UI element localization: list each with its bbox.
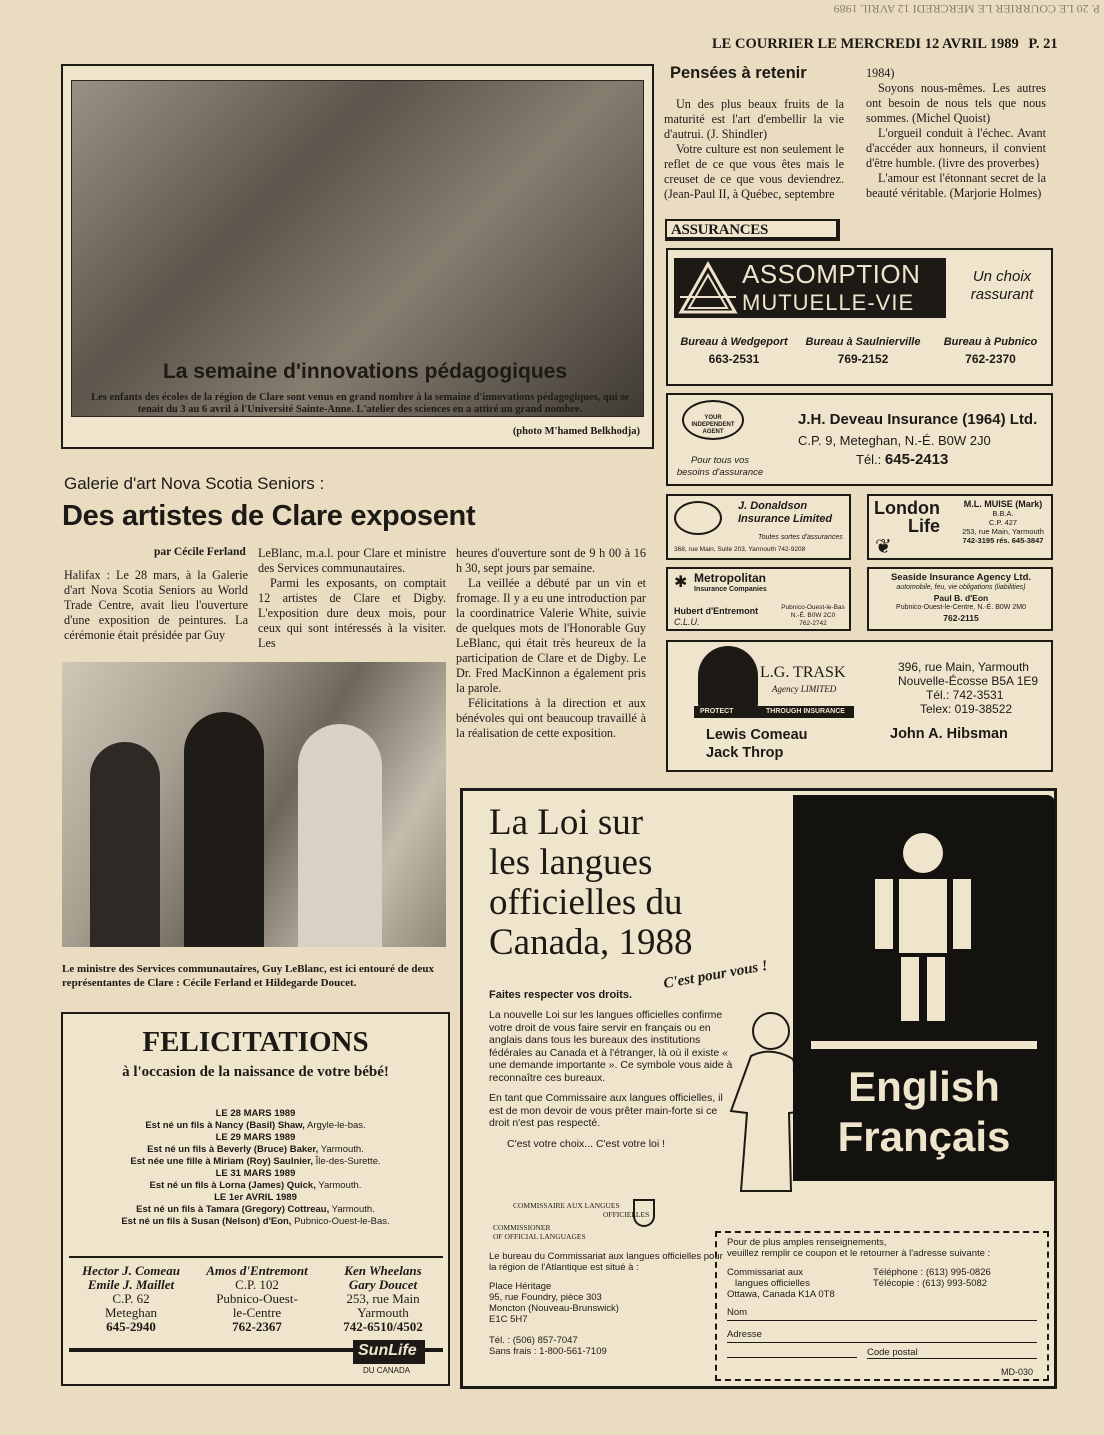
coupon-line: langues officielles <box>735 1278 810 1289</box>
london-life-logo <box>874 499 940 535</box>
comm-line: COMMISSAIRE AUX LANGUES <box>513 1201 620 1210</box>
assomption-logo <box>674 258 946 318</box>
seaside-phone: 762-2115 <box>943 613 979 623</box>
assurances-label-box <box>665 219 840 241</box>
office-label: Bureau à Pubnico <box>943 336 1038 348</box>
agent-line: 762-2367 <box>232 1319 282 1334</box>
office-pubnico <box>933 336 1048 366</box>
deveau-slogan <box>670 455 770 479</box>
pensees-title: Pensées à retenir <box>670 64 807 82</box>
loi-title <box>489 803 692 963</box>
masthead-date: LE COURRIER LE MERCREDI 12 AVRIL 1989 <box>712 36 1019 52</box>
logo-line: London <box>874 498 940 518</box>
addr-line: 95, rue Foundry, pièce 303 <box>489 1292 602 1303</box>
deveau-name: J.H. Deveau Insurance (1964) Ltd. <box>798 411 1038 428</box>
seaside-ad <box>867 567 1053 631</box>
banner-text: PROTECT <box>700 708 734 715</box>
coupon <box>715 1231 1049 1381</box>
assomption-triangle-icon <box>678 261 738 315</box>
trask-name: L.G. TRASK <box>760 664 846 681</box>
intro-line: Pour de plus amples renseignements, <box>727 1237 887 1248</box>
loi-paragraph: En tant que Commissaire aux langues officielles, il est de mon devoir de vous prêter main-forte si ce droit n'est pas respecté. <box>489 1092 723 1129</box>
loi-paragraph: La nouvelle Loi sur les langues officielles confirme votre droit de vous faire servir en français ou en anglais dans tous les bureaux des institutions fédérales au Canada et à l'étranger, là où il existe « une demande importante ». Ce symbole vous aide à reconnaître ces bureaux. <box>489 1009 733 1084</box>
code-postal-label: Code postal <box>867 1347 918 1358</box>
trask-banner <box>694 706 854 718</box>
agent-name: Lewis Comeau <box>706 727 808 743</box>
addr-line: Telex: 019-38522 <box>920 702 1013 716</box>
addr-line: N.-É. B0W 2C0 <box>790 612 836 619</box>
seaside-agent: Paul B. d'Eon <box>933 593 989 603</box>
canada-crest-icon <box>633 1199 655 1227</box>
nom-label: Nom <box>727 1307 748 1318</box>
office-phone: 663-2531 <box>708 352 760 366</box>
coupon-line: Ottawa, Canada K1A 0T8 <box>727 1289 835 1300</box>
article-paragraph: Halifax : Le 28 mars, à la Galerie d'art Nova Scotia Seniors au World Trade Centre, avait lieu l'ouverture d'une exposition de peintures. La cérémonie était présidée par Guy <box>64 568 248 642</box>
donaldson-name <box>738 500 832 526</box>
title-line: les langues <box>489 842 653 883</box>
independent-agent-logo <box>682 400 744 440</box>
office-phone: 769-2152 <box>837 352 889 366</box>
article-paragraph: Félicitations à la direction et aux bénévoles qui ont beaucoup travaillé à la réalisation de cette exposition. <box>456 696 646 740</box>
trask-sub: Agency LIMITED <box>772 684 837 694</box>
coupon-ref: MD-030 <box>1001 1367 1034 1377</box>
seaside-address: Pubnico-Ouest-le-Centre, N.-É. B0W 2M0 <box>896 604 1026 611</box>
birth-line: LE 29 MARS 1989 <box>215 1132 296 1143</box>
agent-line: Yarmouth <box>357 1305 409 1320</box>
divider <box>69 1256 443 1258</box>
galerie-photo <box>62 662 446 947</box>
title-line: La Loi sur <box>489 802 644 843</box>
agent-name: Hubert d'Entremont <box>674 606 759 616</box>
seaside-content <box>871 573 1051 623</box>
trask-address <box>898 660 1038 716</box>
coupon-phones <box>873 1267 991 1289</box>
office-wedgeport <box>674 336 794 366</box>
commissioner-block <box>493 1201 713 1241</box>
addr-line: 762-2742 <box>799 620 827 627</box>
birth-line: LE 31 MARS 1989 <box>215 1168 296 1179</box>
masthead <box>712 36 1058 53</box>
pensee-paragraph: L'orgueil conduit à l'échec. Avant d'accéder aux honneurs, il convient d'être humble. (livre des proverbes) <box>866 126 1046 170</box>
nom-field[interactable] <box>727 1307 1037 1321</box>
phone-label: Tél.: <box>856 452 882 467</box>
metropolitan-ad <box>666 567 851 631</box>
intro-line: veuillez remplir ce coupon et le retourner à l'adresse suivante : <box>727 1248 991 1259</box>
logo-line: Life <box>908 516 941 536</box>
pensee-paragraph: Votre culture est non seulement le reflet de ce que vous êtes mais le creuset de ce que vous deviendrez. (Jean-Paul II, à Québec, septembre <box>664 142 844 201</box>
galerie-col1 <box>64 568 248 643</box>
maple-leaf-icon: ❦ <box>875 536 892 558</box>
loi-respect: Faites respecter vos droits. <box>489 989 633 1001</box>
assomption-name2: MUTUELLE-VIE <box>742 290 915 315</box>
bilingual-sign <box>793 795 1055 1181</box>
deveau-phone-row <box>856 451 948 468</box>
pensees-col2 <box>866 66 1046 201</box>
slogan-line: Pour tous vos <box>690 455 750 466</box>
addr-line: Place Héritage <box>489 1281 552 1292</box>
agent-block-3 <box>321 1264 445 1334</box>
comm-line: OFFICIELLES <box>603 1210 650 1219</box>
agent-address: 253, rue Main, Yarmouth <box>962 527 1044 536</box>
trask-agents-left <box>706 726 808 762</box>
trask-agent-right: John A. Hibsman <box>890 726 1008 742</box>
donaldson-ad <box>666 494 851 560</box>
sign-francais: Français <box>837 1113 1011 1160</box>
deveau-ad <box>666 393 1053 486</box>
deveau-phone: 645-2413 <box>884 451 949 468</box>
sunlife-sub: DU CANADA <box>363 1366 411 1375</box>
birth-line: Est né un fils à Tamara (Gregory) Cottreau, Yarmouth. <box>136 1204 375 1215</box>
article-paragraph: Parmi les exposants, on comptait 12 artistes de Clare et Digby. L'exposition dure deux mois, pour ceux qui sont intéressés à la visiter. Les <box>258 576 446 650</box>
title-line: Canada, 1988 <box>489 922 693 963</box>
comm-line: COMMISSIONER <box>493 1223 551 1232</box>
addr-line: Tél. : (506) 857-7047 <box>489 1335 578 1346</box>
photo-caption: Les enfants des écoles de la région de Clare sont venus en grand nombre à la semaine d'innovations pédagogiques, qui se tenait du 3 au 6 avril à l'Université Sainte-Anne. L'atelier des sciences en a attiré un grand nombre. <box>91 392 629 415</box>
person-figure <box>298 724 382 947</box>
agent-title: C.L.U. <box>674 617 700 627</box>
loi-address <box>489 1251 729 1357</box>
slogan-line: besoins d'assurance <box>676 467 764 478</box>
loi-script: C'est pour vous ! <box>662 957 769 993</box>
assurances-label: ASSURANCES <box>671 222 769 238</box>
office-label: Bureau à Saulnierville <box>805 336 921 348</box>
agent-block-2 <box>195 1264 319 1334</box>
birth-line: Est né un fils à Susan (Nelson) d'Eon, Pubnico-Ouest-le-Bas. <box>121 1216 390 1227</box>
adresse-field[interactable] <box>727 1329 1037 1343</box>
metropolitan-address <box>776 604 850 628</box>
agent-line: C.P. 102 <box>235 1277 279 1292</box>
pensee-paragraph: Un des plus beaux fruits de la maturité est l'art d'embellir la vie d'autrui. (J. Shindler) <box>664 97 844 141</box>
photo-title: La semaine d'innovations pédagogiques <box>162 360 568 383</box>
birth-line: Est né un fils à Nancy (Basil) Shaw, Argyle-le-bas. <box>145 1120 366 1131</box>
coupon-line: Commissariat aux <box>727 1267 804 1278</box>
london-life-agent <box>953 500 1053 545</box>
agent-name: M.L. MUISE (Mark) <box>963 499 1043 509</box>
agent-box: C.P. 427 <box>988 518 1018 527</box>
agent-line: Ken Wheelans <box>344 1263 422 1278</box>
galerie-photo-caption: Le ministre des Services communautaires, Guy LeBlanc, est ici entouré de deux représentantes de Clare : Cécile Ferland et Hildegarde Doucet. <box>62 963 435 989</box>
galerie-headline: Des artistes de Clare exposent <box>62 500 476 532</box>
agent-phones: 742-3195 rés. 645-3847 <box>962 536 1044 545</box>
logo-line: Insurance Companies <box>694 586 767 593</box>
agent-line: Pubnico-Ouest- <box>216 1291 298 1306</box>
person-symbol-icon <box>863 823 983 1023</box>
agent-line: Amos d'Entremont <box>206 1263 308 1278</box>
addr-line: E1C 5H7 <box>489 1314 528 1325</box>
agent-line: 645-2940 <box>106 1319 156 1334</box>
page-number: P. 21 <box>1028 36 1058 52</box>
sunlife-text: SunLife <box>358 1342 417 1359</box>
addr-line: Nouvelle-Écosse B5A 1E9 <box>898 674 1039 688</box>
pensee-paragraph: L'amour est l'étonnant secret de la beauté véritable. (Marjorie Holmes) <box>866 171 1046 200</box>
donaldson-address: 368, rue Main, Suite 203, Yarmouth 742-9208 <box>674 546 806 553</box>
addr-line: Le bureau du Commissariat aux langues officielles pour la région de l'Atlantique est situé à : <box>489 1251 723 1273</box>
birth-list <box>63 1108 448 1228</box>
article-paragraph: heures d'ouverture sont de 9 h 00 à 16 h 30, sept jours par semaine. <box>456 546 646 575</box>
assomption-ad <box>666 248 1053 386</box>
agent-line: le-Centre <box>232 1305 282 1320</box>
seaside-types: automobile, feu, vie obligations (liabilities) <box>896 584 1026 591</box>
agent-line: C.P. 62 <box>112 1291 150 1306</box>
addr-line: Sans frais : 1-800-561-7109 <box>489 1346 607 1357</box>
birth-line: LE 1er AVRIL 1989 <box>214 1192 297 1203</box>
logo-line: Metropolitan <box>694 571 766 585</box>
independent-agent-logo <box>674 501 722 535</box>
birth-line: Est née une fille à Miriam (Roy) Saulnier, Île-des-Surette. <box>130 1156 381 1167</box>
agent-line: Emile J. Maillet <box>87 1277 175 1292</box>
name-line: J. Donaldson <box>738 500 808 512</box>
birth-line: Est né un fils à Beverly (Bruce) Baker, Yarmouth. <box>147 1144 364 1155</box>
sign-divider <box>811 1041 1037 1049</box>
article-paragraph: LeBlanc, m.a.l. pour Clare et ministre des Services communautaires. <box>258 546 446 575</box>
tagline-line: Un choix <box>972 268 1032 285</box>
loi-text <box>489 1009 733 1150</box>
office-phone: 762-2370 <box>965 352 1016 366</box>
metropolitan-agent <box>674 606 758 628</box>
galerie-col3 <box>456 546 646 741</box>
coupon-intro <box>727 1237 990 1259</box>
sign-english: English <box>848 1063 1000 1110</box>
pensee-paragraph: Soyons nous-mêmes. Les autres ont besoin de nous tels que nous sommes. (Michel Quoist) <box>866 81 1046 125</box>
galerie-col2 <box>258 546 446 651</box>
pensee-paragraph: 1984) <box>866 66 895 80</box>
birth-line: LE 28 MARS 1989 <box>215 1108 296 1119</box>
code-postal-field[interactable] <box>867 1347 1037 1359</box>
coupon-line: Télécopie : (613) 993-5082 <box>873 1278 988 1289</box>
name-line: Insurance Limited <box>738 513 833 525</box>
loi-ad <box>460 788 1057 1389</box>
addr-line: Moncton (Nouveau-Brunswick) <box>489 1303 619 1314</box>
deveau-address: C.P. 9, Meteghan, N.-É. B0W 2J0 <box>798 433 991 448</box>
office-saulnierville <box>798 336 928 366</box>
metropolitan-logo <box>694 573 767 595</box>
logo-text: YOUR INDEPENDENT AGENT <box>691 415 735 435</box>
agent-line: Meteghan <box>105 1305 157 1320</box>
assomption-name: ASSOMPTION <box>742 259 921 289</box>
agent-block-1 <box>69 1264 193 1334</box>
adresse-line-2[interactable] <box>727 1357 857 1358</box>
person-figure <box>184 712 264 947</box>
agent-name: Jack Throp <box>706 745 784 761</box>
comm-line: OF OFFICIAL LANGUAGES <box>493 1232 586 1241</box>
agent-line: 253, rue Main <box>346 1291 420 1306</box>
agent-line: Gary Doucet <box>348 1277 418 1292</box>
tagline-line: rassurant <box>970 286 1034 303</box>
felicitations-title: FELICITATIONS <box>142 1026 369 1058</box>
donaldson-slogan: Toutes sortes d'assurances <box>758 534 843 541</box>
coupon-address <box>727 1267 835 1300</box>
office-label: Bureau à Wedgeport <box>680 336 788 348</box>
title-line: officielles du <box>489 882 683 923</box>
agent-line: 742-6510/4502 <box>343 1319 423 1334</box>
birth-line: Est né un fils à Lorna (James) Quick, Yarmouth. <box>149 1180 362 1191</box>
upside-down-bleed-text: P. 20 LE COURRIER LE MERCREDI 12 AVRIL 1989 <box>833 2 1100 16</box>
felicitations-subtitle: à l'occasion de la naissance de votre bébé! <box>122 1064 389 1080</box>
trask-ad <box>666 640 1053 772</box>
seaside-name: Seaside Insurance Agency Ltd. <box>890 572 1032 583</box>
pensees-col1 <box>664 97 844 202</box>
loi-paragraph: C'est votre choix... C'est votre loi ! <box>507 1137 666 1150</box>
agent-title: B.B.A. <box>992 509 1014 518</box>
photo-credit: (photo M'hamed Belkhodja) <box>512 426 640 437</box>
article-paragraph: La veillée a débuté par un vin et fromage. Il y a eu une introduction par la coordinatrice Valerie White, suivie de quelques mots de l'Honorable Guy LeBlanc, qui était très heureux de la participation de Clare et de Digby. Le Dr. Fred MacKinnon a également pris la parole. <box>456 576 646 695</box>
galerie-byline: par Cécile Ferland <box>154 546 246 558</box>
metropolitan-star-icon: ✱ <box>674 574 688 591</box>
felicitations-ad <box>61 1012 450 1386</box>
galerie-kicker: Galerie d'art Nova Scotia Seniors : <box>64 474 325 493</box>
sunlife-logo <box>353 1340 425 1364</box>
adresse-label: Adresse <box>727 1329 762 1340</box>
london-life-ad <box>867 494 1053 560</box>
person-figure <box>90 742 160 947</box>
assomption-tagline <box>952 268 1052 304</box>
banner-text: THROUGH INSURANCE <box>766 708 845 715</box>
coupon-line: Téléphone : (613) 995-0826 <box>873 1267 991 1278</box>
agent-line: Hector J. Comeau <box>82 1263 180 1278</box>
trask-figure-logo <box>698 646 758 708</box>
addr-line: 396, rue Main, Yarmouth <box>898 660 1029 674</box>
addr-line: Tél.: 742-3531 <box>926 688 1004 702</box>
addr-line: Pubnico-Ouest-le-Bas <box>781 604 845 611</box>
